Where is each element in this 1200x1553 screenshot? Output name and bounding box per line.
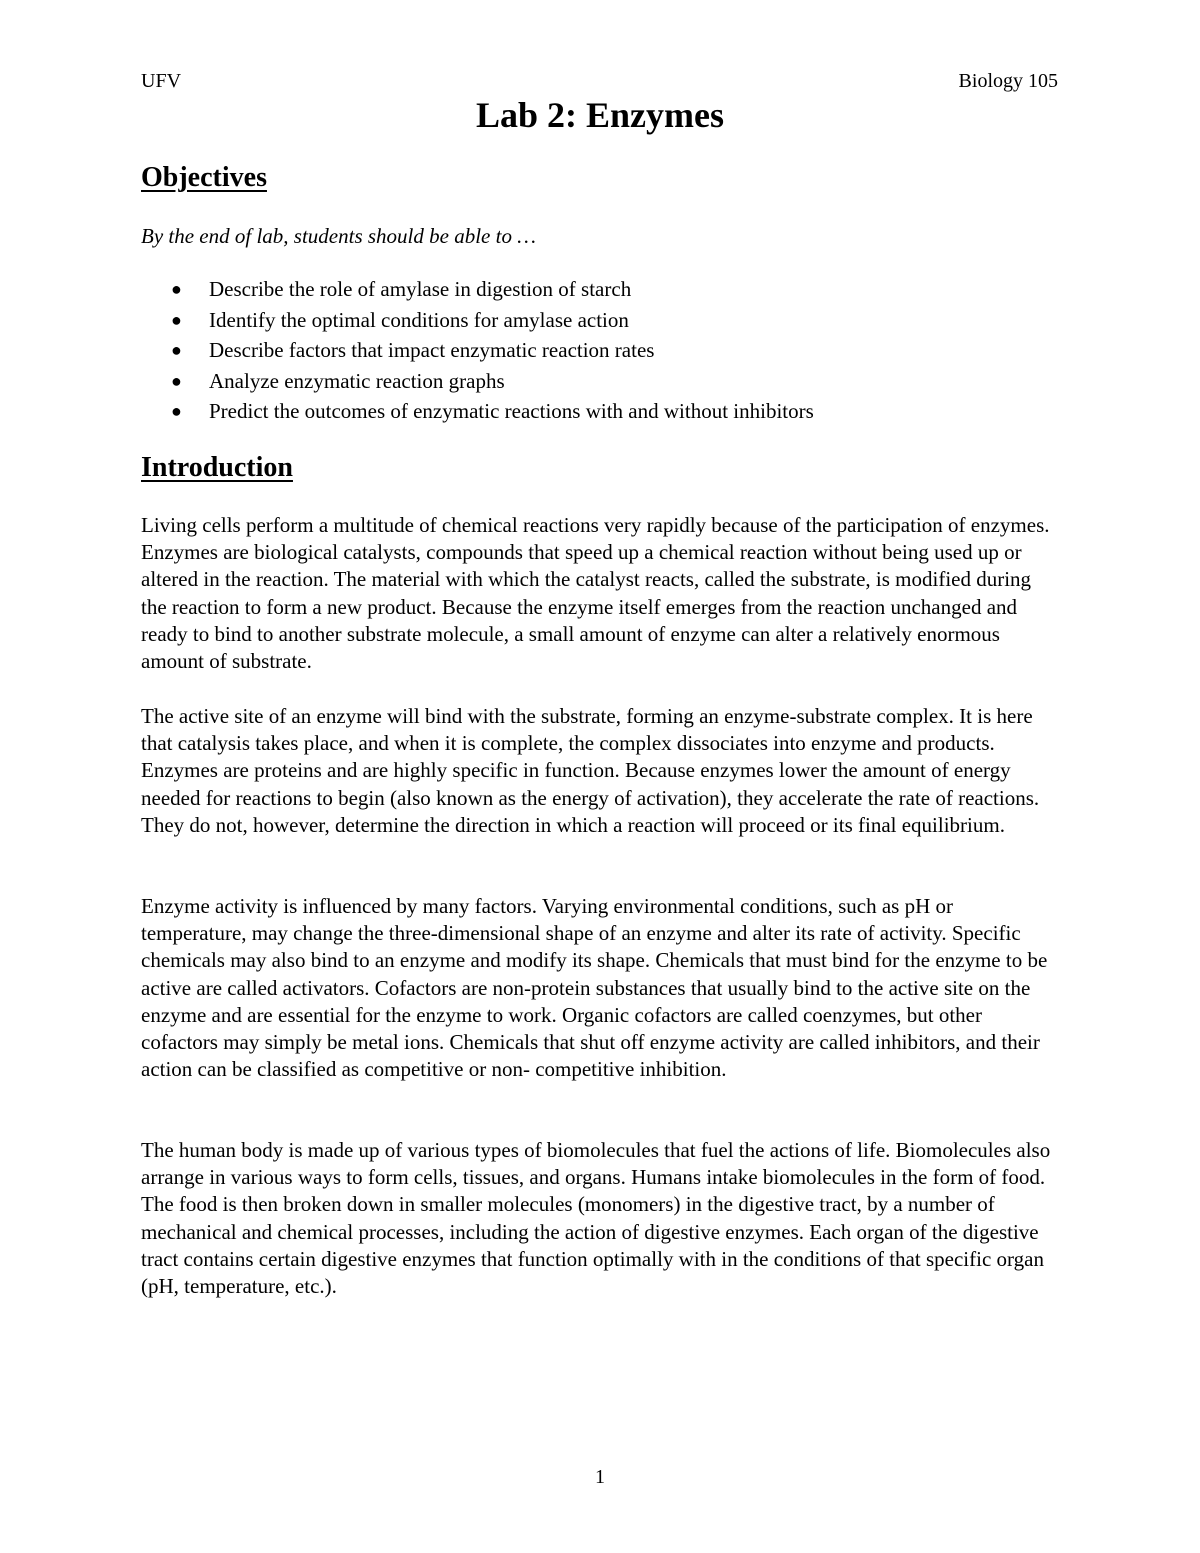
page-title: Lab 2: Enzymes — [475, 95, 724, 135]
objectives-lead: By the end of lab, students should be able to … — [141, 224, 536, 248]
objective-item: ● Predict the outcomes of enzymatic reactions with and without inhibitors — [141, 396, 814, 427]
objective-item: ● Describe factors that impact enzymatic reaction rates — [141, 335, 814, 366]
intro-paragraph-3: Enzyme activity is influenced by many factors. Varying environmental conditions, such as pH or temperature, may change the three-dimensional shape of an enzyme and alter its rate of activity. Specific chemicals may also bind to an enzyme and modify its shape. Chemicals that must bind for the enzyme to be active are called activators. Cofactors are non-protein substances that usually bind to the active site on the enzyme and are essential for the enzyme to work. Organic cofactors are called coenzymes, but other cofactors may simply be metal ions. Chemicals that shut off enzyme activity are called inhibitors, and their action can be classified as competitive or non- competitive inhibition. — [141, 894, 1048, 1082]
bullet-icon: ● — [171, 309, 182, 330]
objectives-heading: Objectives — [141, 162, 267, 193]
bullet-icon: ● — [171, 279, 182, 299]
intro-paragraph-2: The active site of an enzyme will bind with the substrate, forming an enzyme-substrate complex. It is here that catalysis takes place, and when it is complete, the complex dissociates into enzyme and products. Enzymes are proteins and are highly specific in function. Because enzymes lower the amount of energy needed for reactions to begin (also known as the energy of activation), they accelerate the rate of reactions. They do not, however, determine the direction in which a reaction will proceed or its final equilibrium. — [141, 704, 1040, 837]
header-course: Biology 105 — [958, 70, 1058, 92]
bullet-icon: ● — [171, 340, 182, 360]
header-institution: UFV — [141, 70, 182, 92]
page-number: 1 — [595, 1466, 605, 1488]
objective-item: ● Analyze enzymatic reaction graphs — [141, 366, 814, 397]
bullet-icon: ● — [171, 370, 182, 391]
objective-item: ● Identify the optimal conditions for amylase action — [141, 305, 814, 336]
introduction-heading: Introduction — [141, 452, 293, 483]
objective-item: ● Describe the role of amylase in digestion of starch — [141, 274, 814, 305]
intro-paragraph-1: Living cells perform a multitude of chemical reactions very rapidly because of the participation of enzymes. Enzymes are biological catalysts, compounds that speed up a chemical reaction without being used up or altered in the reaction. The material with which the catalyst reacts, called the substrate, is modified during the reaction to form a new product. Because the enzyme itself emerges from the reaction unchanged and ready to bind to another substrate molecule, a small amount of enzyme can alter a relatively enormous amount of substrate. — [141, 513, 1050, 674]
intro-paragraph-4: The human body is made up of various types of biomolecules that fuel the actions of life. Biomolecules also arrange in various ways to form cells, tissues, and organs. Humans intake biomolecules in the form of food. The food is then broken down in smaller molecules (monomers) in the digestive tract, by a number of mechanical and chemical processes, including the action of digestive enzymes. Each organ of the digestive tract contains certain digestive enzymes that function optimally with in the conditions of that specific organ (pH, temperature, etc.). — [141, 1138, 1051, 1299]
objectives-list — [141, 274, 814, 427]
bullet-icon: ● — [171, 401, 182, 421]
